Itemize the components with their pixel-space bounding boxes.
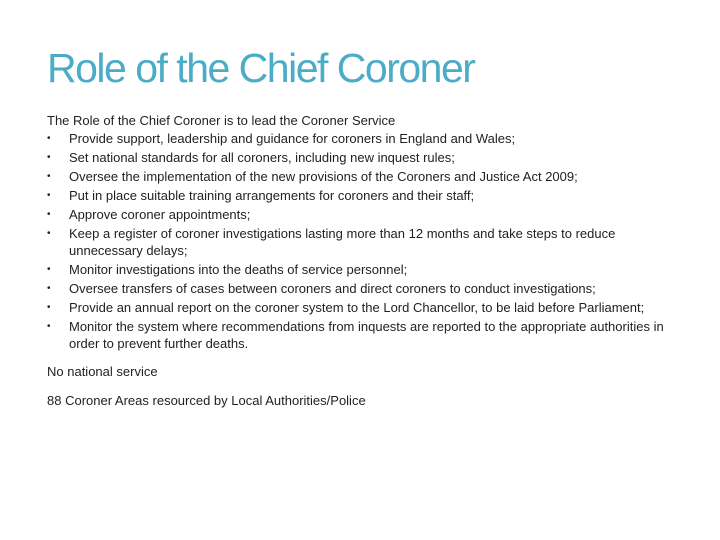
bullet-icon: • [47, 171, 51, 182]
list-item [47, 299, 677, 316]
list-item [47, 187, 677, 204]
list-item-text: Oversee the implementation of the new provisions of the Coroners and Justice Act 2009; [69, 169, 578, 184]
bullet-icon: • [47, 133, 51, 144]
list-item-text: Put in place suitable training arrangements for coroners and their staff; [69, 188, 475, 203]
list-item-text: Monitor investigations into the deaths of service personnel; [69, 262, 408, 277]
note-national-service: No national service [47, 364, 158, 379]
bullet-icon: • [47, 209, 51, 220]
list-item [47, 168, 677, 185]
list-item [47, 225, 677, 259]
bullet-icon: • [47, 264, 51, 275]
list-item [47, 130, 677, 147]
list-item-text: Approve coroner appointments; [69, 207, 251, 222]
note-coroner-areas: 88 Coroner Areas resourced by Local Authorities/Police [47, 393, 366, 408]
slide-body [47, 111, 677, 410]
list-item [47, 280, 677, 297]
responsibilities-list [47, 130, 677, 352]
bullet-icon: • [47, 228, 51, 239]
list-item-text: Provide an annual report on the coroner system to the Lord Chancellor, to be laid before Parliament; [69, 300, 645, 315]
list-item-text: Oversee transfers of cases between coroners and direct coroners to conduct investigations; [69, 281, 596, 296]
list-item-text: Monitor the system where recommendations from inquests are reported to the appropriate authorities in order to prevent further deaths. [69, 319, 664, 351]
list-item-text: Keep a register of coroner investigations lasting more than 12 months and take steps to reduce unnecessary delays; [69, 226, 616, 258]
list-item-text: Set national standards for all coroners, including new inquest rules; [69, 150, 455, 165]
list-item [47, 206, 677, 223]
list-item [47, 318, 677, 352]
bullet-icon: • [47, 302, 51, 313]
bullet-icon: • [47, 321, 51, 332]
bullet-icon: • [47, 152, 51, 163]
bullet-icon: • [47, 283, 51, 294]
bullet-icon: • [47, 190, 51, 201]
intro-text: The Role of the Chief Coroner is to lead the Coroner Service [47, 113, 396, 128]
list-item-text: Provide support, leadership and guidance for coroners in England and Wales; [69, 131, 516, 146]
slide-title: Role of the Chief Coroner [47, 45, 475, 91]
list-item [47, 261, 677, 278]
list-item [47, 149, 677, 166]
